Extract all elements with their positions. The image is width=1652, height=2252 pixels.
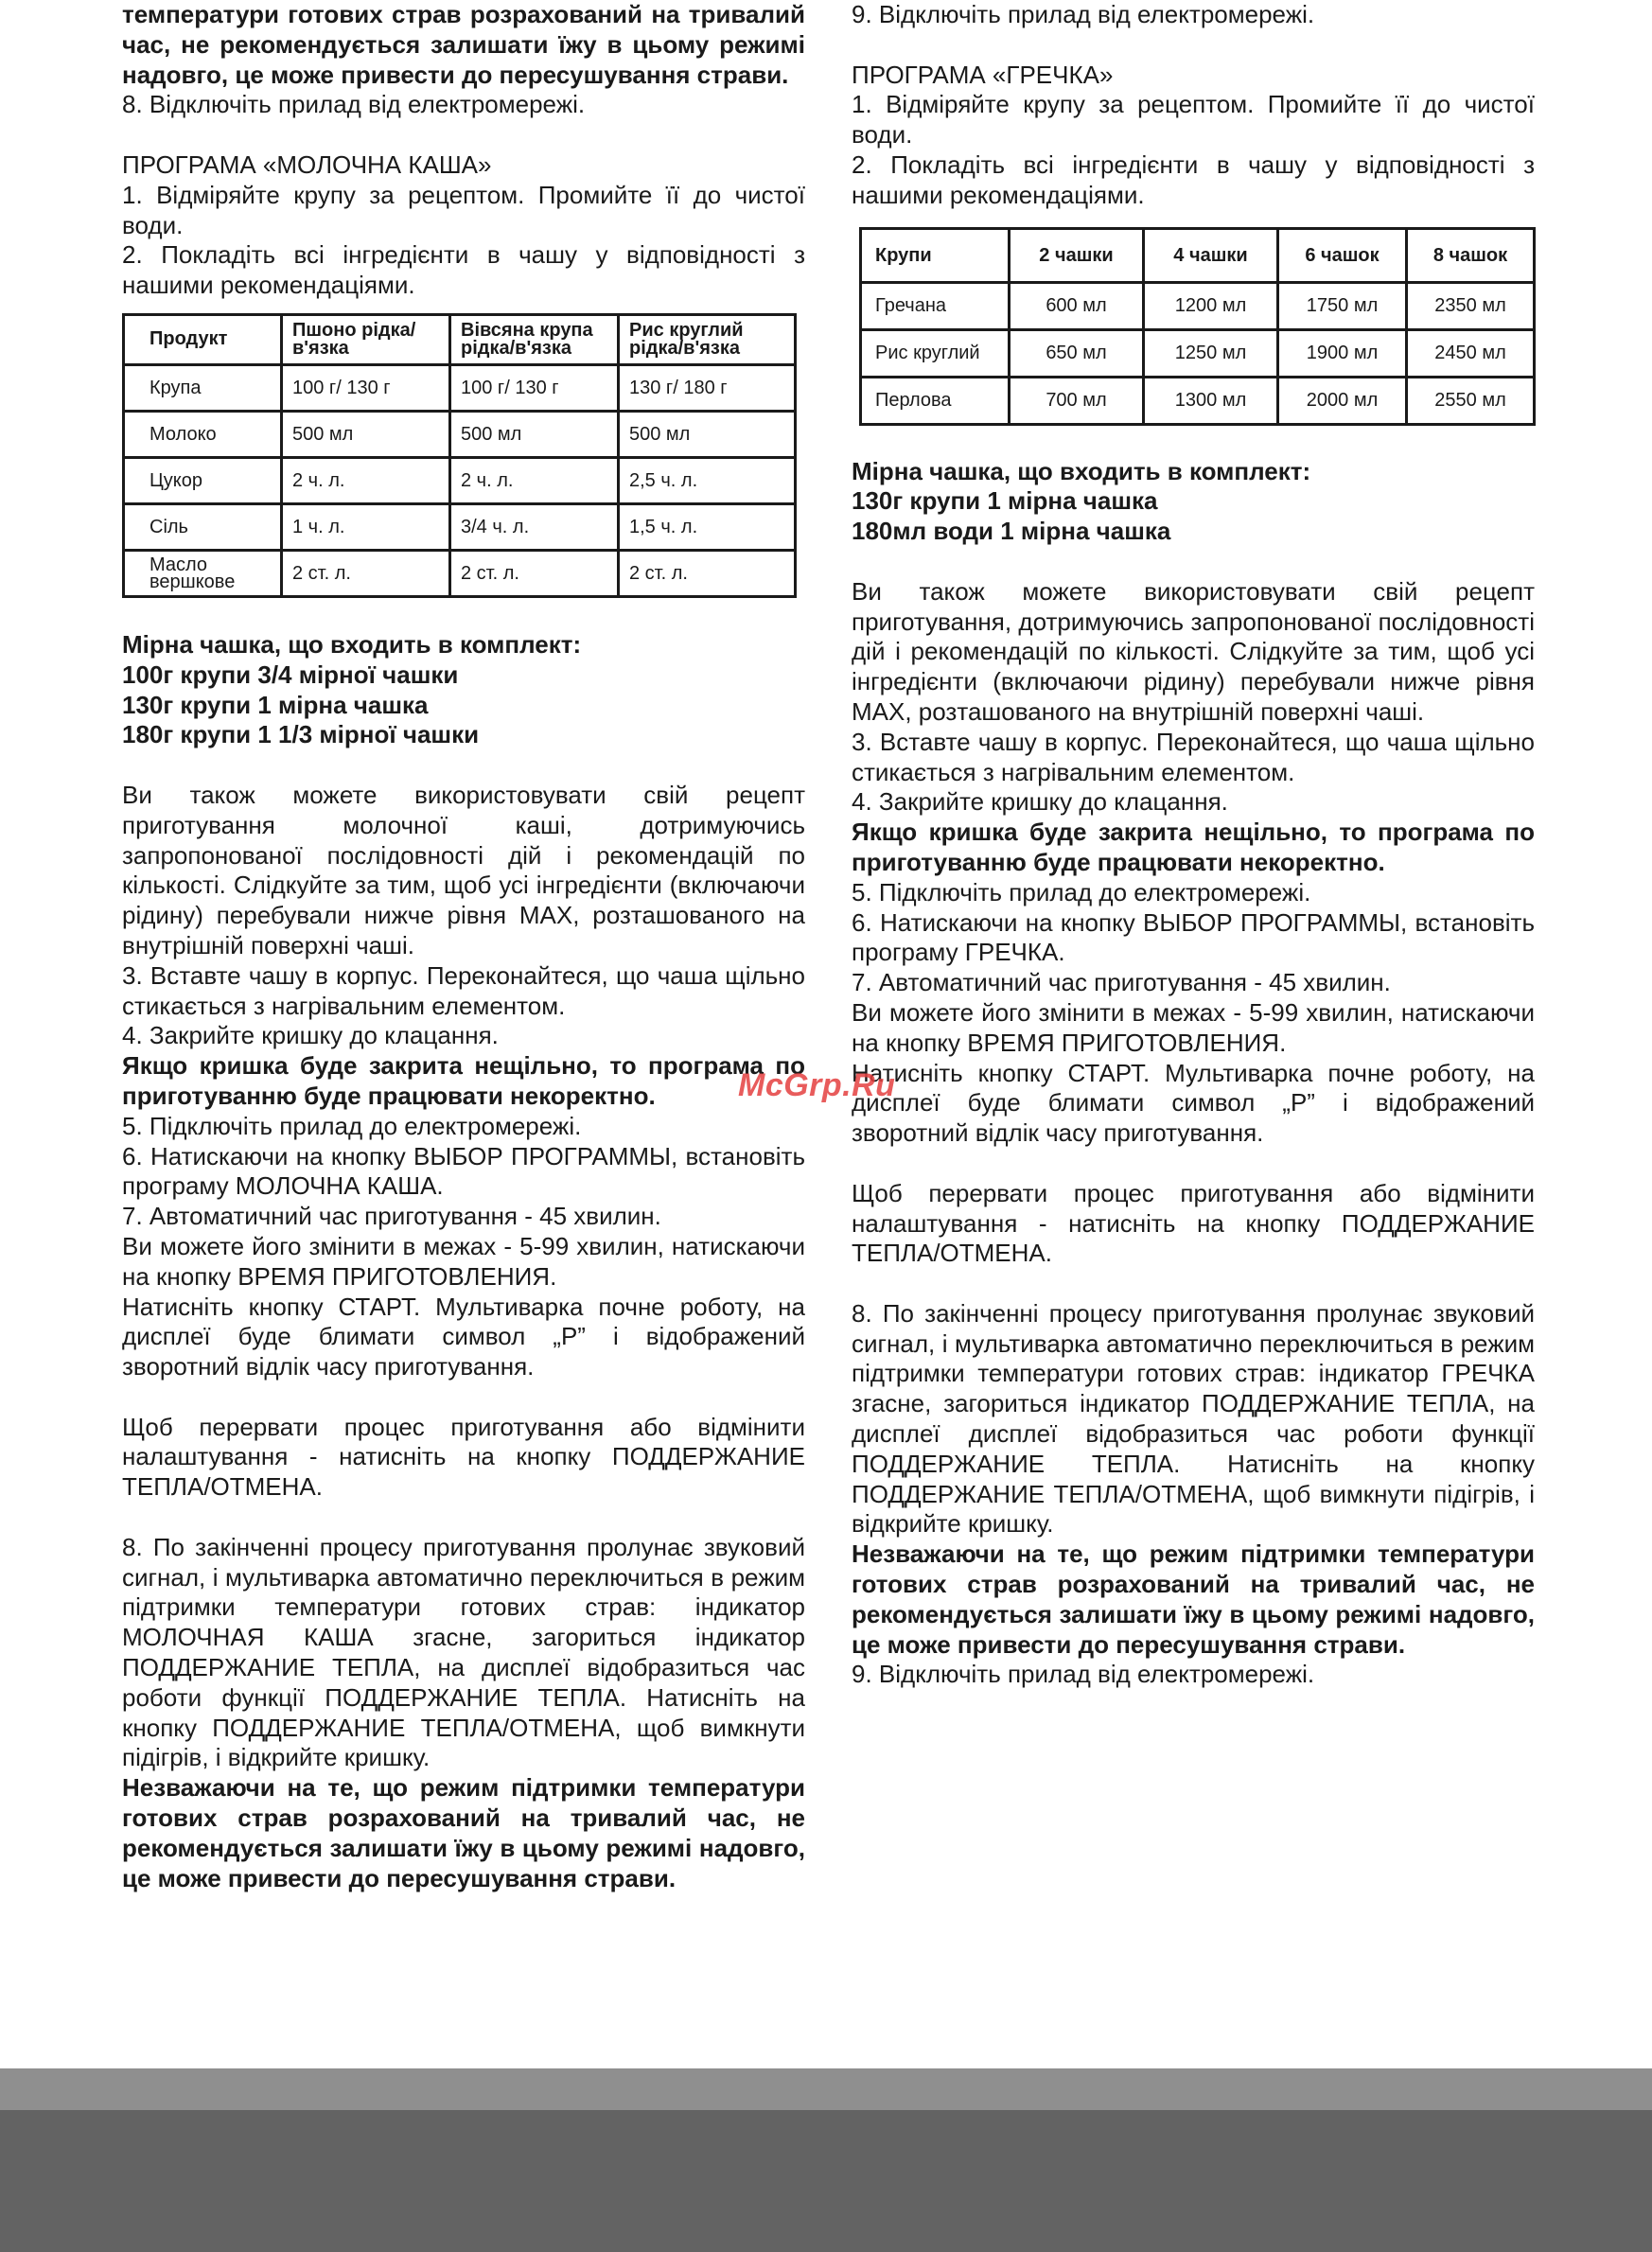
watermark: McGrp.Ru [738,1067,896,1103]
table-header-cell: Пшоно рідка/в'язка [282,314,450,364]
footer-band-light [0,2068,1652,2110]
measuring-cup-line: 130г крупи 1 мірна чашка [122,690,429,719]
step-4: 4. Закрийте кришку до клацання. [122,1021,499,1050]
keep-warm-warning: Незважаючи на те, що режим підтримки температури готових страв розрахований на тривалий час, не рекомендується залишати їжу в цьому режимі надовго, це може привести до пересушування страви. [852,1539,1535,1659]
buckwheat-table [859,227,1536,426]
table-row [124,364,796,411]
table-row [861,282,1535,329]
table-cell: 1250 мл [1144,329,1278,377]
measuring-cup-title: Мірна чашка, що входить в комплект: [122,629,582,659]
table-cell: 2 ст. л. [450,550,619,596]
table-row [124,503,796,550]
program-heading-buckwheat: ПРОГРАМА «ГРЕЧКА» [852,60,1114,89]
cancel-text: Щоб перервати процес приготування або відмінити налаштування - натисніть на кнопку ПОДДЕРЖАНИЕ ТЕПЛА/ОТМЕНА. [852,1178,1535,1268]
step-5: 5. Підключіть прилад до електромережі. [122,1111,582,1140]
change-time-text: Ви можете його змінити в межах - 5-99 хвилин, натискаючи на кнопку ВРЕМЯ ПРИГОТОВЛЕНИЯ. [852,997,1535,1057]
table-cell: 500 мл [282,411,450,457]
table-header-row [861,228,1535,282]
table-row [124,411,796,457]
lid-warning: Якщо кришка буде закрита нещільно, то програма по приготуванню буде працювати некоректно. [122,1051,805,1110]
table-cell: 3/4 ч. л. [450,503,619,550]
table-row [124,457,796,503]
table-cell: 500 мл [450,411,619,457]
table-cell: 700 мл [1010,377,1144,424]
step-2: 2. Покладіть всі інгредієнти в чашу у відповідності з нашими рекомендаціями. [122,240,805,300]
measuring-cup-line: 180мл води 1 мірна чашка [852,517,1171,546]
table-cell: 600 мл [1010,282,1144,329]
table-cell: Молоко [124,411,282,457]
table-cell: Гречана [861,282,1010,329]
intro-warning: температури готових страв розрахований на тривалий час, не рекомендується залишати їжу в цьому режимі надовго, це може привести до пересушування страви. [122,0,805,89]
table-cell: Цукор [124,457,282,503]
table-cell: 1750 мл [1278,282,1407,329]
step-8-disconnect: 8. Відключіть прилад від електромережі. [122,90,586,119]
table-cell: Сіль [124,503,282,550]
table-cell: 1300 мл [1144,377,1278,424]
table-cell: Крупа [124,364,282,411]
table-cell: 2 ч. л. [450,457,619,503]
table-cell: 2 ст. л. [619,550,796,596]
step-1: 1. Відміряйте крупу за рецептом. Промийте її до чистої води. [122,180,805,239]
step-7: 7. Автоматичний час приготування - 45 хвилин. [122,1202,661,1231]
table-header-cell: Продукт [124,314,282,364]
table-cell: 2350 мл [1407,282,1535,329]
step-3: 3. Вставте чашу в корпус. Переконайтеся, що чаша щільно стикається з нагрівальним елементом. [852,727,1535,786]
step-8: 8. По закінченні процесу приготування пролунає звуковий сигнал, і мультиварка автоматично переключиться в режим підтримки температури готових страв: індикатор ГРЕЧКА згасне, загориться індикатор ПОДДЕРЖАНИЕ ТЕПЛА, на дисплеї дисплеї відобразиться час роботи функції ПОДДЕРЖАНИЕ ТЕПЛА. Натисніть на кнопку ПОДДЕРЖАНИЕ ТЕПЛА/ОТМЕНА, щоб вимкнути підігрів, і відкрийте кришку. [852,1298,1535,1539]
table-header-cell: 4 чашки [1144,228,1278,282]
step-6: 6. Натискаючи на кнопку ВЫБОР ПРОГРАММЫ, встановіть програму ГРЕЧКА. [852,907,1535,967]
start-text: Натисніть кнопку СТАРТ. Мультиварка почне роботу, на дисплеї буде блимати символ „Р” і відображений зворотний відлік часу приготування. [122,1292,805,1381]
table-header-cell: 6 чашок [1278,228,1407,282]
program-heading-milk-porridge: ПРОГРАМА «МОЛОЧНА КАША» [122,150,492,179]
table-cell: Перлова [861,377,1010,424]
table-row [124,550,796,596]
table-cell: 650 мл [1010,329,1144,377]
footer-band-dark [0,2110,1652,2252]
step-4: 4. Закрийте кришку до клацання. [852,787,1228,817]
keep-warm-warning: Незважаючи на те, що режим підтримки температури готових страв розрахований на тривалий час, не рекомендується залишати їжу в цьому режимі надовго, це може привести до пересушування страви. [122,1773,805,1892]
measuring-cup-line: 180г крупи 1 1/3 мірної чашки [122,720,480,749]
table-header-cell: Крупи [861,228,1010,282]
table-cell: 2550 мл [1407,377,1535,424]
table-cell: 100 г/ 130 г [282,364,450,411]
start-text: Натисніть кнопку СТАРТ. Мультиварка почне роботу, на дисплеї буде блимати символ „Р” і відображений зворотний відлік часу приготування. [852,1058,1535,1148]
own-recipe-text: Ви також можете використовувати свій рецепт приготування молочної каші, дотримуючись запропонованої послідовності дій і рекомендацій по кількості. Слідкуйте за тим, щоб усі інгредієнти (включаючи рідину) перебували нижче рівня MAX, розташованого на внутрішній поверхні чаші. [122,780,805,959]
table-cell: 1900 мл [1278,329,1407,377]
table-header-cell: Рис круглий рідка/в'язка [619,314,796,364]
measuring-cup-line: 100г крупи 3/4 мірної чашки [122,660,459,689]
step-6: 6. Натискаючи на кнопку ВЫБОР ПРОГРАММЫ, встановіть програму МОЛОЧНА КАША. [122,1141,805,1201]
table-cell: Масло вершкове [124,550,282,596]
table-cell: 130 г/ 180 г [619,364,796,411]
cancel-text: Щоб перервати процес приготування або відмінити налаштування - натисніть на кнопку ПОДДЕРЖАНИЕ ТЕПЛА/ОТМЕНА. [122,1412,805,1502]
step-9-disconnect: 9. Відключіть прилад від електромережі. [852,0,1315,28]
change-time-text: Ви можете його змінити в межах - 5-99 хвилин, натискаючи на кнопку ВРЕМЯ ПРИГОТОВЛЕНИЯ. [122,1231,805,1291]
right-column [852,0,1535,1690]
measuring-cup-title: Мірна чашка, що входить в комплект: [852,456,1311,485]
table-cell: 1200 мл [1144,282,1278,329]
table-cell: 1,5 ч. л. [619,503,796,550]
left-column [122,0,805,1893]
milk-porridge-table [122,313,797,598]
table-cell: 2 ч. л. [282,457,450,503]
own-recipe-text: Ви також можете використовувати свій рецепт приготування, дотримуючись запропонованої послідовності дій і рекомендацій по кількості. Слідкуйте за тим, щоб усі інгредієнти (включаючи рідину) перебували нижче рівня MAX, розташованого на внутрішній поверхні чаші. [852,576,1535,726]
table-cell: Рис круглий [861,329,1010,377]
table-cell: 500 мл [619,411,796,457]
table-header-cell: Вівсяна крупа рідка/в'язка [450,314,619,364]
step-2: 2. Покладіть всі інгредієнти в чашу у відповідності з нашими рекомендаціями. [852,150,1535,209]
table-cell: 100 г/ 130 г [450,364,619,411]
step-5: 5. Підключіть прилад до електромережі. [852,877,1311,906]
lid-warning: Якщо кришка буде закрита нещільно, то програма по приготуванню буде працювати некоректно. [852,818,1535,876]
table-cell: 2450 мл [1407,329,1535,377]
table-row [861,329,1535,377]
table-cell: 1 ч. л. [282,503,450,550]
measuring-cup-line: 130г крупи 1 мірна чашка [852,486,1158,516]
table-header-cell: 8 чашок [1407,228,1535,282]
step-9: 9. Відключіть прилад від електромережі. [852,1660,1315,1689]
table-cell: 2000 мл [1278,377,1407,424]
table-header-cell: 2 чашки [1010,228,1144,282]
step-7: 7. Автоматичний час приготування - 45 хвилин. [852,968,1391,997]
table-cell: 2,5 ч. л. [619,457,796,503]
step-3: 3. Вставте чашу в корпус. Переконайтеся, що чаша щільно стикається з нагрівальним елементом. [122,960,805,1020]
table-cell: 2 ст. л. [282,550,450,596]
step-8: 8. По закінченні процесу приготування пролунає звуковий сигнал, і мультиварка автоматично переключиться в режим підтримки температури готових страв: індикатор МОЛОЧНАЯ КАША згасне, загориться індикатор ПОДДЕРЖАНИЕ ТЕПЛА, на дисплеї відобразиться час роботи функції ПОДДЕРЖАНИЕ ТЕПЛА. Натисніть на кнопку ПОДДЕРЖАНИЕ ТЕПЛА/ОТМЕНА, щоб вимкнути підігрів, і відкрийте кришку. [122,1532,805,1772]
table-header-row [124,314,796,364]
step-1: 1. Відміряйте крупу за рецептом. Промийте її до чистої води. [852,90,1535,150]
table-row [861,377,1535,424]
